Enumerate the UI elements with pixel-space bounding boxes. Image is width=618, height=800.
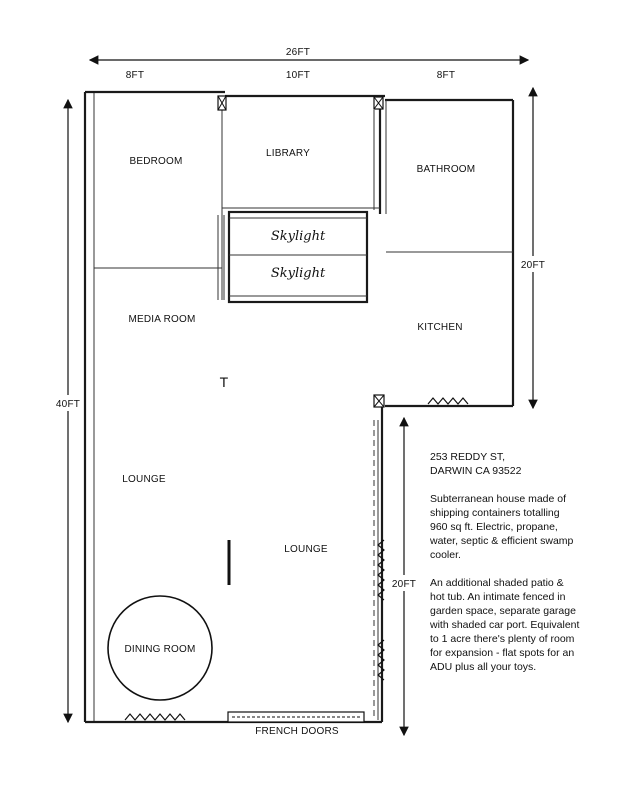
middle-width-label: 10FT	[285, 70, 311, 81]
room-lounge-left: LOUNGE	[122, 474, 166, 485]
left-width-label: 8FT	[125, 70, 145, 81]
overall-height-dimension	[52, 100, 84, 722]
right-width-label: 8FT	[436, 70, 456, 81]
lounge-height-label: 20FT	[391, 579, 417, 590]
room-library: LIBRARY	[265, 148, 311, 159]
room-bathroom: BATHROOM	[416, 164, 476, 175]
listing-description	[430, 450, 580, 688]
room-labels	[122, 148, 475, 737]
french-doors-label: FRENCH DOORS	[255, 726, 339, 737]
room-bedroom: BEDROOM	[129, 156, 183, 167]
room-lounge-center: LOUNGE	[284, 544, 328, 555]
room-marker-t: T	[219, 374, 229, 390]
address-block	[430, 450, 580, 478]
description-paragraph-2: An additional shaded patio & hot tub. An intimate fenced in garden space, separate garage with shaded car port. Equivalent to 1 acre there's plenty of room for expansion - flat spots for an ADU plus all your toys.	[430, 577, 580, 673]
room-dining-room: DINING ROOM	[124, 644, 196, 655]
overall-width-label: 26FT	[285, 47, 311, 58]
overall-width-dimension	[90, 47, 528, 81]
room-media-room: MEDIA ROOM	[128, 314, 196, 325]
room-skylight-1: Skylight	[270, 229, 326, 244]
kitchen-height-dimension	[517, 88, 549, 408]
address-line-2: DARWIN CA 93522	[430, 465, 522, 477]
overall-height-label: 40FT	[55, 399, 81, 410]
address-line-1: 253 REDDY ST,	[430, 451, 506, 463]
room-kitchen: KITCHEN	[417, 322, 463, 333]
room-skylight-2: Skylight	[270, 266, 326, 281]
lounge-height-dimension	[389, 418, 419, 735]
description-paragraph-1: Subterranean house made of shipping containers totalling 960 sq ft. Electric, propane, water, septic & efficient swamp cooler.	[430, 493, 574, 561]
kitchen-height-label: 20FT	[520, 260, 546, 271]
wall-openings	[125, 398, 468, 722]
